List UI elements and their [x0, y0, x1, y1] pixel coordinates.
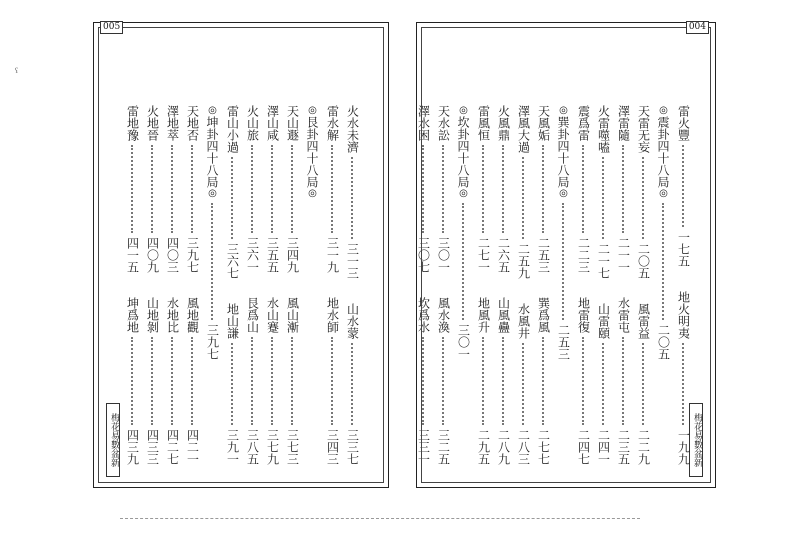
section-heading: ◎ 艮卦四十八局 ◎: [305, 105, 319, 199]
leader-dots: [522, 157, 524, 239]
section-heading: ◎ 震卦四十八局 ◎: [656, 105, 670, 199]
toc-entry-column: [284, 105, 300, 465]
leader-dots: [582, 145, 584, 233]
hexagram-name: 火水未濟: [345, 105, 360, 153]
page-ref: 三五五: [265, 237, 280, 273]
leader-dots: [131, 337, 133, 425]
section-heading-column: [655, 105, 671, 465]
toc-entry-column: [324, 105, 340, 465]
leader-dots: [331, 337, 333, 425]
leader-dots: [462, 203, 464, 320]
page-ref: 二六五: [496, 237, 511, 273]
toc-entry-column: [164, 105, 180, 465]
leader-dots: [271, 337, 273, 425]
leader-dots: [231, 157, 233, 239]
leader-dots: [582, 337, 584, 425]
page-ref: 三〇一: [436, 237, 451, 273]
page-ref: 三四九: [285, 237, 300, 273]
hexagram-name: 雷火豐: [676, 105, 691, 141]
page-number: 004: [686, 21, 709, 34]
hexagram-name: 艮爲山: [245, 297, 260, 333]
page-ref: 三〇七: [416, 237, 431, 273]
hexagram-name: 天雷无妄: [636, 105, 651, 153]
page-ref: 一七五: [676, 231, 691, 267]
leader-dots: [542, 337, 544, 425]
page-ref: 三九七: [185, 237, 200, 273]
right-page: [416, 22, 716, 488]
leader-dots: [602, 343, 604, 425]
page-ref: 二五九: [516, 243, 531, 279]
hexagram-name: 震爲雷: [576, 105, 591, 141]
page-ref: 二四七: [576, 429, 591, 465]
page-ref: 三三七: [345, 429, 360, 465]
leader-dots: [151, 145, 153, 233]
publisher-seal: 梅花易數盆新: [106, 403, 120, 477]
hexagram-name: 山雷頤: [596, 303, 611, 339]
leader-dots: [231, 343, 233, 425]
hexagram-name: 雷山小過: [225, 105, 240, 153]
leader-dots: [682, 145, 684, 227]
page-ref: 二四一: [596, 429, 611, 465]
hexagram-name: 山地剝: [145, 297, 160, 333]
toc-entry-column: [515, 105, 531, 465]
leader-dots: [442, 145, 444, 233]
leader-dots: [171, 145, 173, 233]
hexagram-name: 水雷屯: [616, 297, 631, 333]
leader-dots: [522, 343, 524, 425]
page-ref: 三二五: [436, 429, 451, 465]
leader-dots: [622, 337, 624, 425]
scan-speck: ˁ: [15, 66, 19, 80]
page-ref: 二七七: [536, 429, 551, 465]
hexagram-name: 澤風大過: [516, 105, 531, 153]
section-heading-column: [455, 105, 471, 465]
page-ref: 二五三: [556, 323, 571, 360]
leader-dots: [502, 337, 504, 425]
bottom-rule: [120, 518, 640, 519]
toc-entry-column: [575, 105, 591, 465]
left-page: [93, 22, 389, 488]
leader-dots: [622, 145, 624, 233]
hexagram-name: 山水蒙: [345, 303, 360, 339]
page-ref: 四〇三: [165, 237, 180, 273]
hexagram-name: 火風鼎: [496, 105, 511, 141]
page-ref: 三四三: [325, 429, 340, 465]
leader-dots: [211, 203, 213, 320]
page-ref: 四二一: [185, 429, 200, 465]
hexagram-name: 風地觀: [185, 297, 200, 333]
hexagram-name: 澤雷隨: [616, 105, 631, 141]
hexagram-name: 雷水解: [325, 105, 340, 141]
hexagram-name: 地山謙: [225, 303, 240, 339]
leader-dots: [542, 145, 544, 233]
page-ref: 二〇五: [656, 323, 671, 360]
leader-dots: [271, 145, 273, 233]
section-heading: ◎ 坎卦四十八局 ◎: [456, 105, 470, 199]
toc-entry-column: [595, 105, 611, 465]
page-ref: 二三五: [616, 429, 631, 465]
hexagram-name: 天風姤: [536, 105, 551, 141]
leader-dots: [562, 203, 564, 320]
leader-dots: [251, 145, 253, 233]
leader-dots: [291, 145, 293, 233]
leader-dots: [191, 145, 193, 233]
hexagram-name: 火地晉: [145, 105, 160, 141]
page-ref: 三一三: [345, 243, 360, 279]
page-ref: 四三三: [145, 429, 160, 465]
leader-dots: [602, 157, 604, 239]
leader-dots: [131, 145, 133, 233]
leader-dots: [682, 343, 684, 425]
page-number: 005: [100, 21, 123, 34]
section-heading-column: [304, 105, 320, 465]
hexagram-name: 地風升: [476, 297, 491, 333]
toc-entry-column: [495, 105, 511, 465]
page-ref: 二二九: [636, 429, 651, 465]
hexagram-name: 坤爲地: [125, 297, 140, 333]
leader-dots: [642, 343, 644, 425]
section-heading-column: [555, 105, 571, 465]
page-ref: 三八五: [245, 429, 260, 465]
page-ref: 二八九: [496, 429, 511, 465]
hexagram-name: 澤山咸: [265, 105, 280, 141]
page-ref: 二八三: [516, 429, 531, 465]
leader-dots: [191, 337, 193, 425]
page-ref: 三七三: [285, 429, 300, 465]
hexagram-name: 澤水困: [416, 105, 431, 141]
leader-dots: [351, 343, 353, 425]
toc-entry-column: [635, 105, 651, 465]
toc-entry-column: [475, 105, 491, 465]
page-ref: 四二七: [165, 429, 180, 465]
hexagram-name: 雷地豫: [125, 105, 140, 141]
toc-entry-column: [675, 105, 691, 465]
toc-entry-column: [535, 105, 551, 465]
leader-dots: [642, 157, 644, 239]
leader-dots: [482, 337, 484, 425]
page-ref: 二七一: [476, 237, 491, 273]
leader-dots: [422, 337, 424, 425]
hexagram-name: 水風井: [516, 303, 531, 339]
hexagram-name: 風雷益: [636, 303, 651, 339]
leader-dots: [502, 145, 504, 233]
page-ref: 一九九: [676, 429, 691, 465]
hexagram-name: 天山遯: [285, 105, 300, 141]
section-heading-column: [204, 105, 220, 465]
hexagram-name: 坎爲水: [416, 297, 431, 333]
leader-dots: [422, 145, 424, 233]
page-ref: 三六七: [225, 243, 240, 279]
page-ref: 三七九: [265, 429, 280, 465]
page-ref: 二一一: [616, 237, 631, 273]
section-heading: ◎ 坤卦四十八局 ◎: [205, 105, 219, 199]
toc-entry-column: [415, 105, 431, 465]
leader-dots: [171, 337, 173, 425]
leader-dots: [251, 337, 253, 425]
hexagram-name: 風水渙: [436, 297, 451, 333]
hexagram-name: 地雷復: [576, 297, 591, 333]
leader-dots: [442, 337, 444, 425]
hexagram-name: 山風蠱: [496, 297, 511, 333]
hexagram-name: 雷風恒: [476, 105, 491, 141]
toc-entry-column: [615, 105, 631, 465]
page-ref: 二二三: [576, 237, 591, 273]
hexagram-name: 天地否: [185, 105, 200, 141]
hexagram-name: 天水訟: [436, 105, 451, 141]
page-ref: 四〇九: [145, 237, 160, 273]
toc-entry-column: [264, 105, 280, 465]
leader-dots: [331, 145, 333, 233]
leader-dots: [151, 337, 153, 425]
toc-entry-column: [144, 105, 160, 465]
toc-entry-column: [184, 105, 200, 465]
toc-entry-column: [244, 105, 260, 465]
hexagram-name: 地水師: [325, 297, 340, 333]
hexagram-name: 澤地萃: [165, 105, 180, 141]
hexagram-name: 風山漸: [285, 297, 300, 333]
toc-entry-column: [435, 105, 451, 465]
page-ref: 三〇一: [456, 323, 471, 360]
leader-dots: [662, 203, 664, 320]
leader-dots: [291, 337, 293, 425]
publisher-seal: 梅花易數盆新: [689, 403, 703, 477]
page-ref: 三三一: [416, 429, 431, 465]
page-ref: 三六一: [245, 237, 260, 273]
section-heading: ◎ 巽卦四十八局 ◎: [556, 105, 570, 199]
leader-dots: [482, 145, 484, 233]
toc-entry-column: [124, 105, 140, 465]
page-ref: 四三九: [125, 429, 140, 465]
hexagram-name: 地火明夷: [676, 291, 691, 339]
hexagram-name: 巽爲風: [536, 297, 551, 333]
leader-dots: [351, 157, 353, 239]
page-ref: 四一五: [125, 237, 140, 273]
page-ref: 二五三: [536, 237, 551, 273]
toc-entry-column: [344, 105, 360, 465]
hexagram-name: 火山旅: [245, 105, 260, 141]
page-ref: 二〇五: [636, 243, 651, 279]
page-ref: 三九七: [205, 323, 220, 360]
page-ref: 三一九: [325, 237, 340, 273]
toc-entry-column: [224, 105, 240, 465]
page-ref: 三九一: [225, 429, 240, 465]
hexagram-name: 水地比: [165, 297, 180, 333]
hexagram-name: 火雷噬嗑: [596, 105, 611, 153]
page-ref: 二一七: [596, 243, 611, 279]
page-ref: 二九五: [476, 429, 491, 465]
hexagram-name: 水山蹇: [265, 297, 280, 333]
